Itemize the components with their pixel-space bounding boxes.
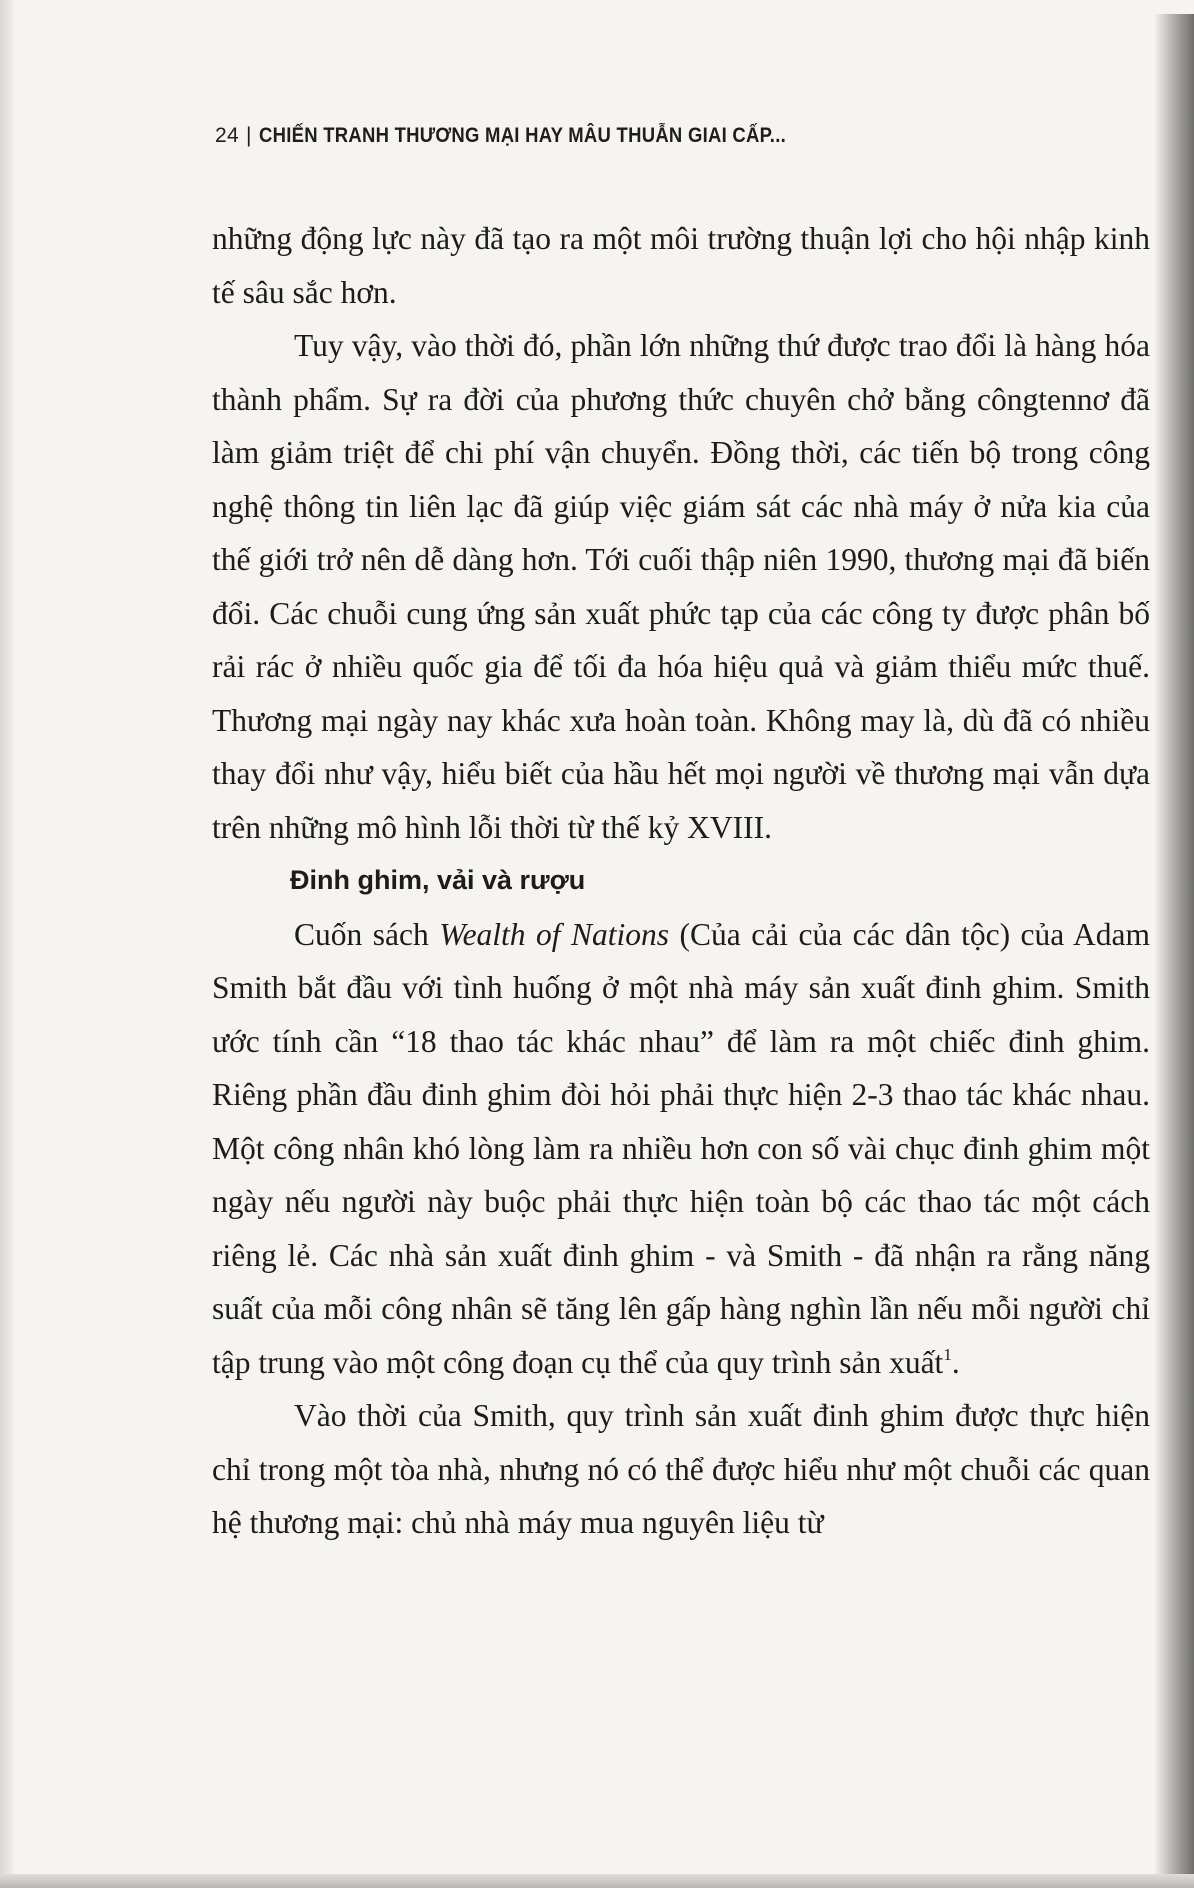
scan-left-edge bbox=[0, 0, 14, 1888]
footnote-marker: 1 bbox=[943, 1344, 952, 1364]
paragraph-3-end: . bbox=[951, 1344, 960, 1380]
paragraph-1: những động lực này đã tạo ra một môi trường thuận lợi cho hội nhập kinh tế sâu sắc hơn. bbox=[212, 221, 1150, 310]
paragraph-3-start: Cuốn sách bbox=[294, 916, 440, 952]
section-heading: Đinh ghim, vải và rượu bbox=[290, 865, 586, 895]
book-title-italic: Wealth of Nations bbox=[439, 916, 670, 952]
header-separator: | bbox=[245, 124, 252, 147]
body-text bbox=[212, 212, 1150, 1550]
paragraph-4: Vào thời của Smith, quy trình sản xuất đinh ghim được thực hiện chỉ trong một tòa nhà, nhưng nó có thể được hiểu như một chuỗi các quan hệ thương mại: chủ nhà máy mua nguyên liệu từ bbox=[212, 1398, 1150, 1540]
book-gutter-shadow bbox=[1154, 14, 1194, 1888]
paragraph-3-rest: (Của cải của các dân tộc) của Adam Smith bắt đầu với tình huống ở một nhà máy sản xuất đinh ghim. Smith ước tính cần “18 thao tác khác nhau” để làm ra một chiếc đinh ghim. Riêng phần đầu đinh ghim đòi hỏi phải thực hiện 2-3 thao tác khác nhau. Một công nhân khó lòng làm ra nhiều hơn con số vài chục đinh ghim một ngày nếu người này buộc phải thực hiện toàn bộ các thao tác một cách riêng lẻ. Các nhà sản xuất đinh ghim - và Smith - đã nhận ra rằng năng suất của mỗi công nhân sẽ tăng lên gấp hàng nghìn lần nếu mỗi người chỉ tập trung vào một công đoạn cụ thể của quy trình sản xuất bbox=[212, 916, 1151, 1380]
scan-bottom-edge bbox=[0, 1874, 1194, 1888]
paragraph-3 bbox=[212, 908, 1150, 1390]
running-header bbox=[215, 124, 858, 148]
paragraph-2: Tuy vậy, vào thời đó, phần lớn những thứ được trao đổi là hàng hóa thành phẩm. Sự ra đời của phương thức chuyên chở bằng côngtennơ đã làm giảm triệt để chi phí vận chuyển. Đồng thời, các tiến bộ trong công nghệ thông tin liên lạc đã giúp việc giám sát các nhà máy ở nửa kia của thế giới trở nên dễ dàng hơn. Tới cuối thập niên 1990, thương mại đã biến đổi. Các chuỗi cung ứng sản xuất phức tạp của các công ty được phân bố rải rác ở nhiều quốc gia để tối đa hóa hiệu quả và giảm thiểu mức thuế. Thương mại ngày nay khác xưa hoàn toàn. Không may là, dù đã có nhiều thay đổi như vậy, hiểu biết của hầu hết mọi người về thương mại vẫn dựa trên những mô hình lỗi thời từ thế kỷ XVIII. bbox=[212, 328, 1150, 845]
running-title: CHIẾN TRANH THƯƠNG MẠI HAY MÂU THUẪN GIAI CẤP... bbox=[258, 124, 786, 147]
page-number: 24 bbox=[215, 124, 239, 147]
